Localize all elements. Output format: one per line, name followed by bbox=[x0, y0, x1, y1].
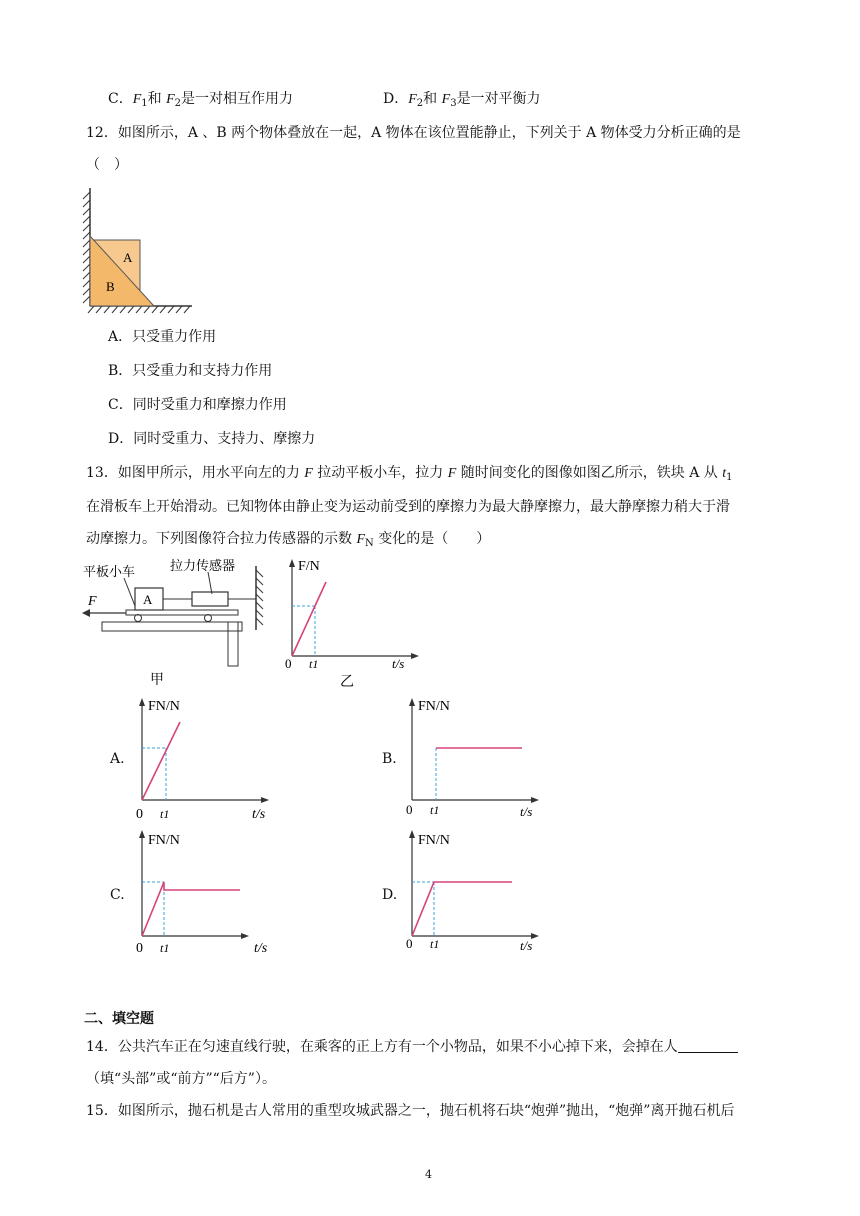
graph-d-label: D. bbox=[382, 887, 398, 903]
page-number: 4 bbox=[425, 1168, 432, 1181]
svg-text:t/s: t/s bbox=[520, 938, 533, 953]
svg-text:t/s: t/s bbox=[254, 941, 268, 956]
svg-text:t/s: t/s bbox=[252, 807, 266, 822]
svg-text:t1: t1 bbox=[430, 803, 440, 817]
q14-line2: （填“头部”或“前方”“后方”）。 bbox=[86, 1071, 276, 1087]
svg-text:F/N: F/N bbox=[298, 559, 320, 574]
svg-text:t/s: t/s bbox=[520, 804, 533, 819]
graph-option-b bbox=[402, 694, 552, 822]
q13-line1: 13．如图甲所示，用水平向左的力 F 拉动平板小车，拉力 F 随时间变化的图像如图乙所示，铁块 A 从 $t_1$ bbox=[86, 465, 733, 483]
graph-b-label: B. bbox=[382, 751, 397, 767]
svg-text:FN/N: FN/N bbox=[148, 699, 180, 714]
q13-line2: 在滑板车上开始滑动。已知物体由静止变为运动前受到的摩擦力为最大静摩擦力，最大静摩擦力稍大于滑 bbox=[86, 499, 730, 515]
svg-text:F: F bbox=[88, 594, 97, 609]
graph-option-a bbox=[132, 694, 282, 822]
svg-text:0: 0 bbox=[136, 807, 143, 822]
q12-option-a: A．只受重力作用 bbox=[108, 329, 217, 345]
svg-text:FN/N: FN/N bbox=[148, 833, 180, 848]
graph-option-c bbox=[132, 826, 282, 956]
svg-text:FN/N: FN/N bbox=[418, 833, 450, 848]
caption-jia: 甲 bbox=[150, 673, 164, 686]
svg-text:0: 0 bbox=[136, 941, 143, 956]
label-b: B bbox=[106, 279, 115, 294]
q14-line1: 14．公共汽车正在匀速直线行驶，在乘客的正上方有一个小物品，如果不小心掉下来，会掉在人 bbox=[86, 1036, 738, 1058]
svg-text:t/s: t/s bbox=[392, 656, 405, 671]
label-cart: 平板小车 bbox=[83, 564, 136, 579]
svg-text:0: 0 bbox=[406, 802, 413, 817]
q12-figure bbox=[80, 188, 200, 316]
svg-text:FN/N: FN/N bbox=[418, 699, 450, 714]
svg-text:t1: t1 bbox=[160, 941, 170, 955]
svg-text:t1: t1 bbox=[160, 807, 170, 821]
q13-line3: 动摩擦力。下列图像符合拉力传感器的示数 $F_N$ 变化的是（ ） bbox=[86, 531, 491, 549]
figure-yi bbox=[282, 556, 422, 690]
q14-blank[interactable] bbox=[678, 1038, 738, 1053]
q15-line1: 15．如图所示，抛石机是古人常用的重型攻城武器之一，抛石机将石块“炮弹”抛出，“炮弹”离开抛石机后 bbox=[86, 1103, 735, 1119]
label-a: A bbox=[123, 250, 133, 265]
svg-text:t1: t1 bbox=[430, 937, 440, 951]
graph-c-label: C. bbox=[110, 887, 125, 903]
sensor-box bbox=[192, 592, 228, 606]
q12-option-b: B．只受重力和支持力作用 bbox=[108, 363, 273, 379]
svg-text:0: 0 bbox=[285, 656, 292, 671]
caption-yi: 乙 bbox=[340, 675, 354, 690]
figure-jia bbox=[80, 556, 270, 686]
svg-text:t1: t1 bbox=[309, 657, 319, 671]
section-title: 二、填空题 bbox=[84, 1011, 154, 1027]
q12-option-c: C．同时受重力和摩擦力作用 bbox=[108, 397, 287, 413]
graph-option-d bbox=[402, 826, 552, 956]
option-d-prev: D．$F_2$和 $F_3$是一对平衡力 bbox=[383, 91, 541, 109]
svg-text:0: 0 bbox=[406, 936, 413, 951]
q12-stem-line1: 12．如图所示，A 、B 两个物体叠放在一起，A 物体在该位置能静止，下列关于 A 物体受力分析正确的是 bbox=[86, 125, 741, 141]
option-c-prev: C．$F_1$和 $F_2$是一对相互作用力 bbox=[108, 91, 294, 109]
q12-option-d: D．同时受重力、支持力、摩擦力 bbox=[108, 431, 316, 447]
graph-a-label: A. bbox=[110, 751, 125, 767]
label-sensor: 拉力传感器 bbox=[170, 558, 236, 573]
svg-text:A: A bbox=[143, 592, 153, 607]
q12-stem-line2: （ ） bbox=[86, 157, 128, 173]
